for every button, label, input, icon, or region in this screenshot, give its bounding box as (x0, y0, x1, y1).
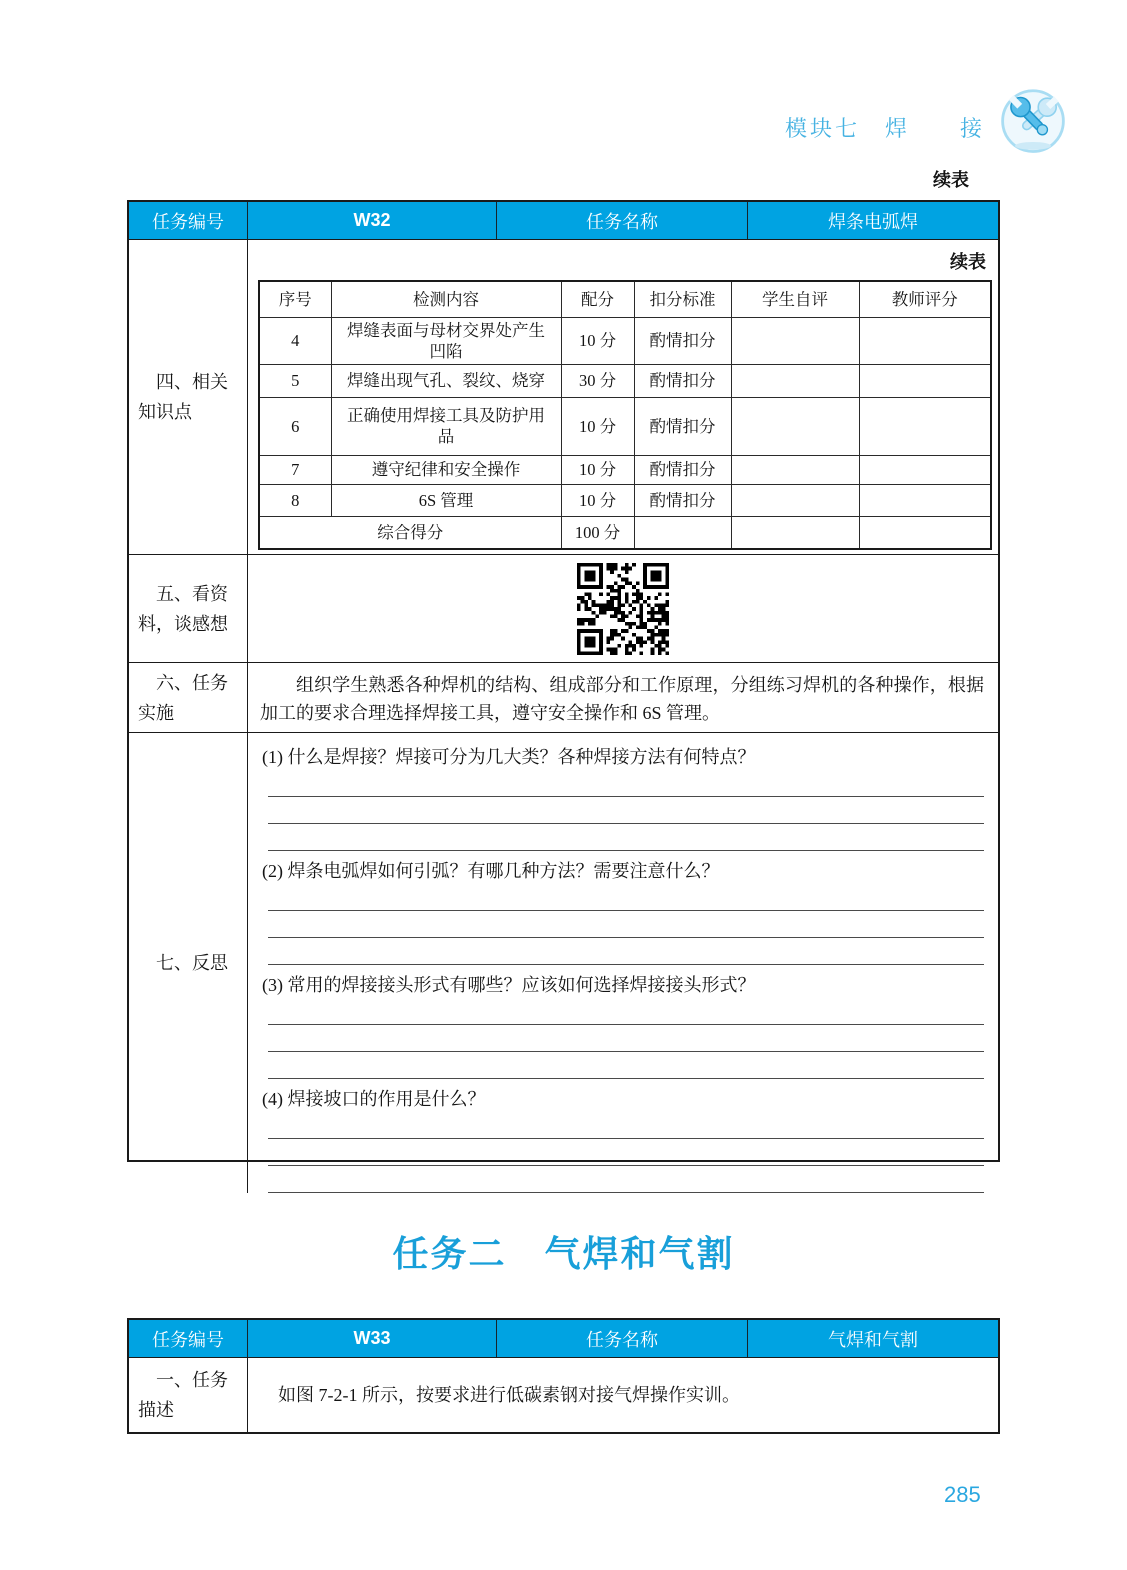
answer-line (268, 1025, 984, 1052)
module-title: 模块七 焊 接 (784, 115, 985, 141)
score-table-header (259, 281, 991, 317)
continued-table-label-inner: 续表 (950, 252, 986, 272)
answer-line (268, 1139, 984, 1166)
task-table-w32 (127, 200, 1000, 1162)
section-heading: 任务二 气焊和气割 (392, 1234, 735, 1274)
continued-table-label: 续表 (933, 170, 969, 190)
row-task-description (129, 1357, 998, 1432)
answer-line (268, 770, 984, 797)
reflection-content (248, 733, 998, 1193)
score-table (258, 280, 992, 550)
implementation-text: 组织学生熟悉各种焊机的结构、组成部分和工作原理，分组练习焊机的各种操作，根据加工的要求合理选择焊接工具，遵守安全操作和 6S 管理。 (260, 675, 984, 723)
self-eval-cell (731, 317, 859, 364)
wrench-icon (997, 84, 1069, 156)
col-deduction: 扣分标准 (634, 281, 731, 317)
teacher-eval-cell (859, 364, 991, 397)
row-knowledge (129, 239, 998, 554)
score-row-6: 6 正确使用焊接工具及防护用品 10 分 酌情扣分 (259, 397, 991, 455)
answer-line (268, 824, 984, 851)
task-no-value: W33 (248, 1320, 497, 1357)
score-row-7: 7 遵守纪律和安全操作 10 分 酌情扣分 (259, 455, 991, 484)
qr-code (577, 563, 669, 655)
row-implementation (129, 662, 998, 732)
col-no: 序号 (259, 281, 331, 317)
knowledge-label: 四、相关知识点 (129, 240, 248, 554)
answer-line (268, 797, 984, 824)
score-row-5: 5 焊缝出现气孔、裂纹、烧穿 30 分 酌情扣分 (259, 364, 991, 397)
score-row-8: 8 6S 管理 10 分 酌情扣分 (259, 484, 991, 516)
task-no-label: 任务编号 (129, 202, 248, 239)
col-points: 配分 (561, 281, 634, 317)
task-name-label: 任务名称 (497, 202, 748, 239)
answer-line (268, 1112, 984, 1139)
task-table-w33 (127, 1318, 1000, 1434)
teacher-eval-cell (859, 455, 991, 484)
teacher-eval-cell (859, 397, 991, 455)
self-eval-cell (731, 455, 859, 484)
self-eval-cell (731, 364, 859, 397)
total-score-label: 综合得分 (259, 516, 561, 549)
score-total-row (259, 516, 991, 549)
row-materials (129, 554, 998, 662)
task-name-label: 任务名称 (497, 1320, 748, 1357)
reflection-question-4: (4) 焊接坡口的作用是什么？ (248, 1085, 998, 1193)
materials-label: 五、看资料，谈感想 (129, 555, 248, 662)
total-points: 100 分 (561, 516, 634, 549)
task-name-value: 焊条电弧焊 (828, 211, 918, 232)
self-eval-cell (731, 484, 859, 516)
task-description-label: 一、任务描述 (129, 1358, 248, 1432)
row-reflection (129, 732, 998, 1160)
task-table2-header (129, 1320, 998, 1357)
teacher-eval-cell (859, 317, 991, 364)
self-eval-cell (731, 397, 859, 455)
running-head (785, 84, 1069, 156)
reflection-question-3: (3) 常用的焊接接头形式有哪些？应该如何选择焊接接头形式？ (248, 971, 998, 1085)
teacher-eval-cell (859, 484, 991, 516)
knowledge-content (248, 240, 998, 554)
task-description-text: 如图 7-2-1 所示，按要求进行低碳素钢对接气焊操作实训。 (278, 1385, 740, 1405)
answer-line (268, 1166, 984, 1193)
reflection-question-2: (2) 焊条电弧焊如何引弧？有哪几种方法？需要注意什么？ (248, 857, 998, 971)
score-row-4: 4 焊缝表面与母材交界处产生凹陷 10 分 酌情扣分 (259, 317, 991, 364)
task-table-header (129, 202, 998, 239)
answer-line (268, 998, 984, 1025)
task-description-content (248, 1358, 998, 1432)
answer-line (268, 938, 984, 965)
col-self-eval: 学生自评 (731, 281, 859, 317)
implementation-content (248, 663, 998, 732)
task-no-label: 任务编号 (129, 1320, 248, 1357)
page-number: 285 (944, 1482, 981, 1507)
col-teacher-eval: 教师评分 (859, 281, 991, 317)
materials-content (248, 555, 998, 662)
task-no-value: W32 (248, 202, 497, 239)
col-content: 检测内容 (331, 281, 561, 317)
implementation-label: 六、任务实施 (129, 663, 248, 732)
reflection-question-1: (1) 什么是焊接？焊接可分为几大类？各种焊接方法有何特点？ (248, 743, 998, 857)
answer-line (268, 1052, 984, 1079)
answer-line (268, 884, 984, 911)
task-name-value: 气焊和气割 (828, 1329, 918, 1350)
answer-line (268, 911, 984, 938)
reflection-label: 七、反思 (129, 733, 248, 1193)
